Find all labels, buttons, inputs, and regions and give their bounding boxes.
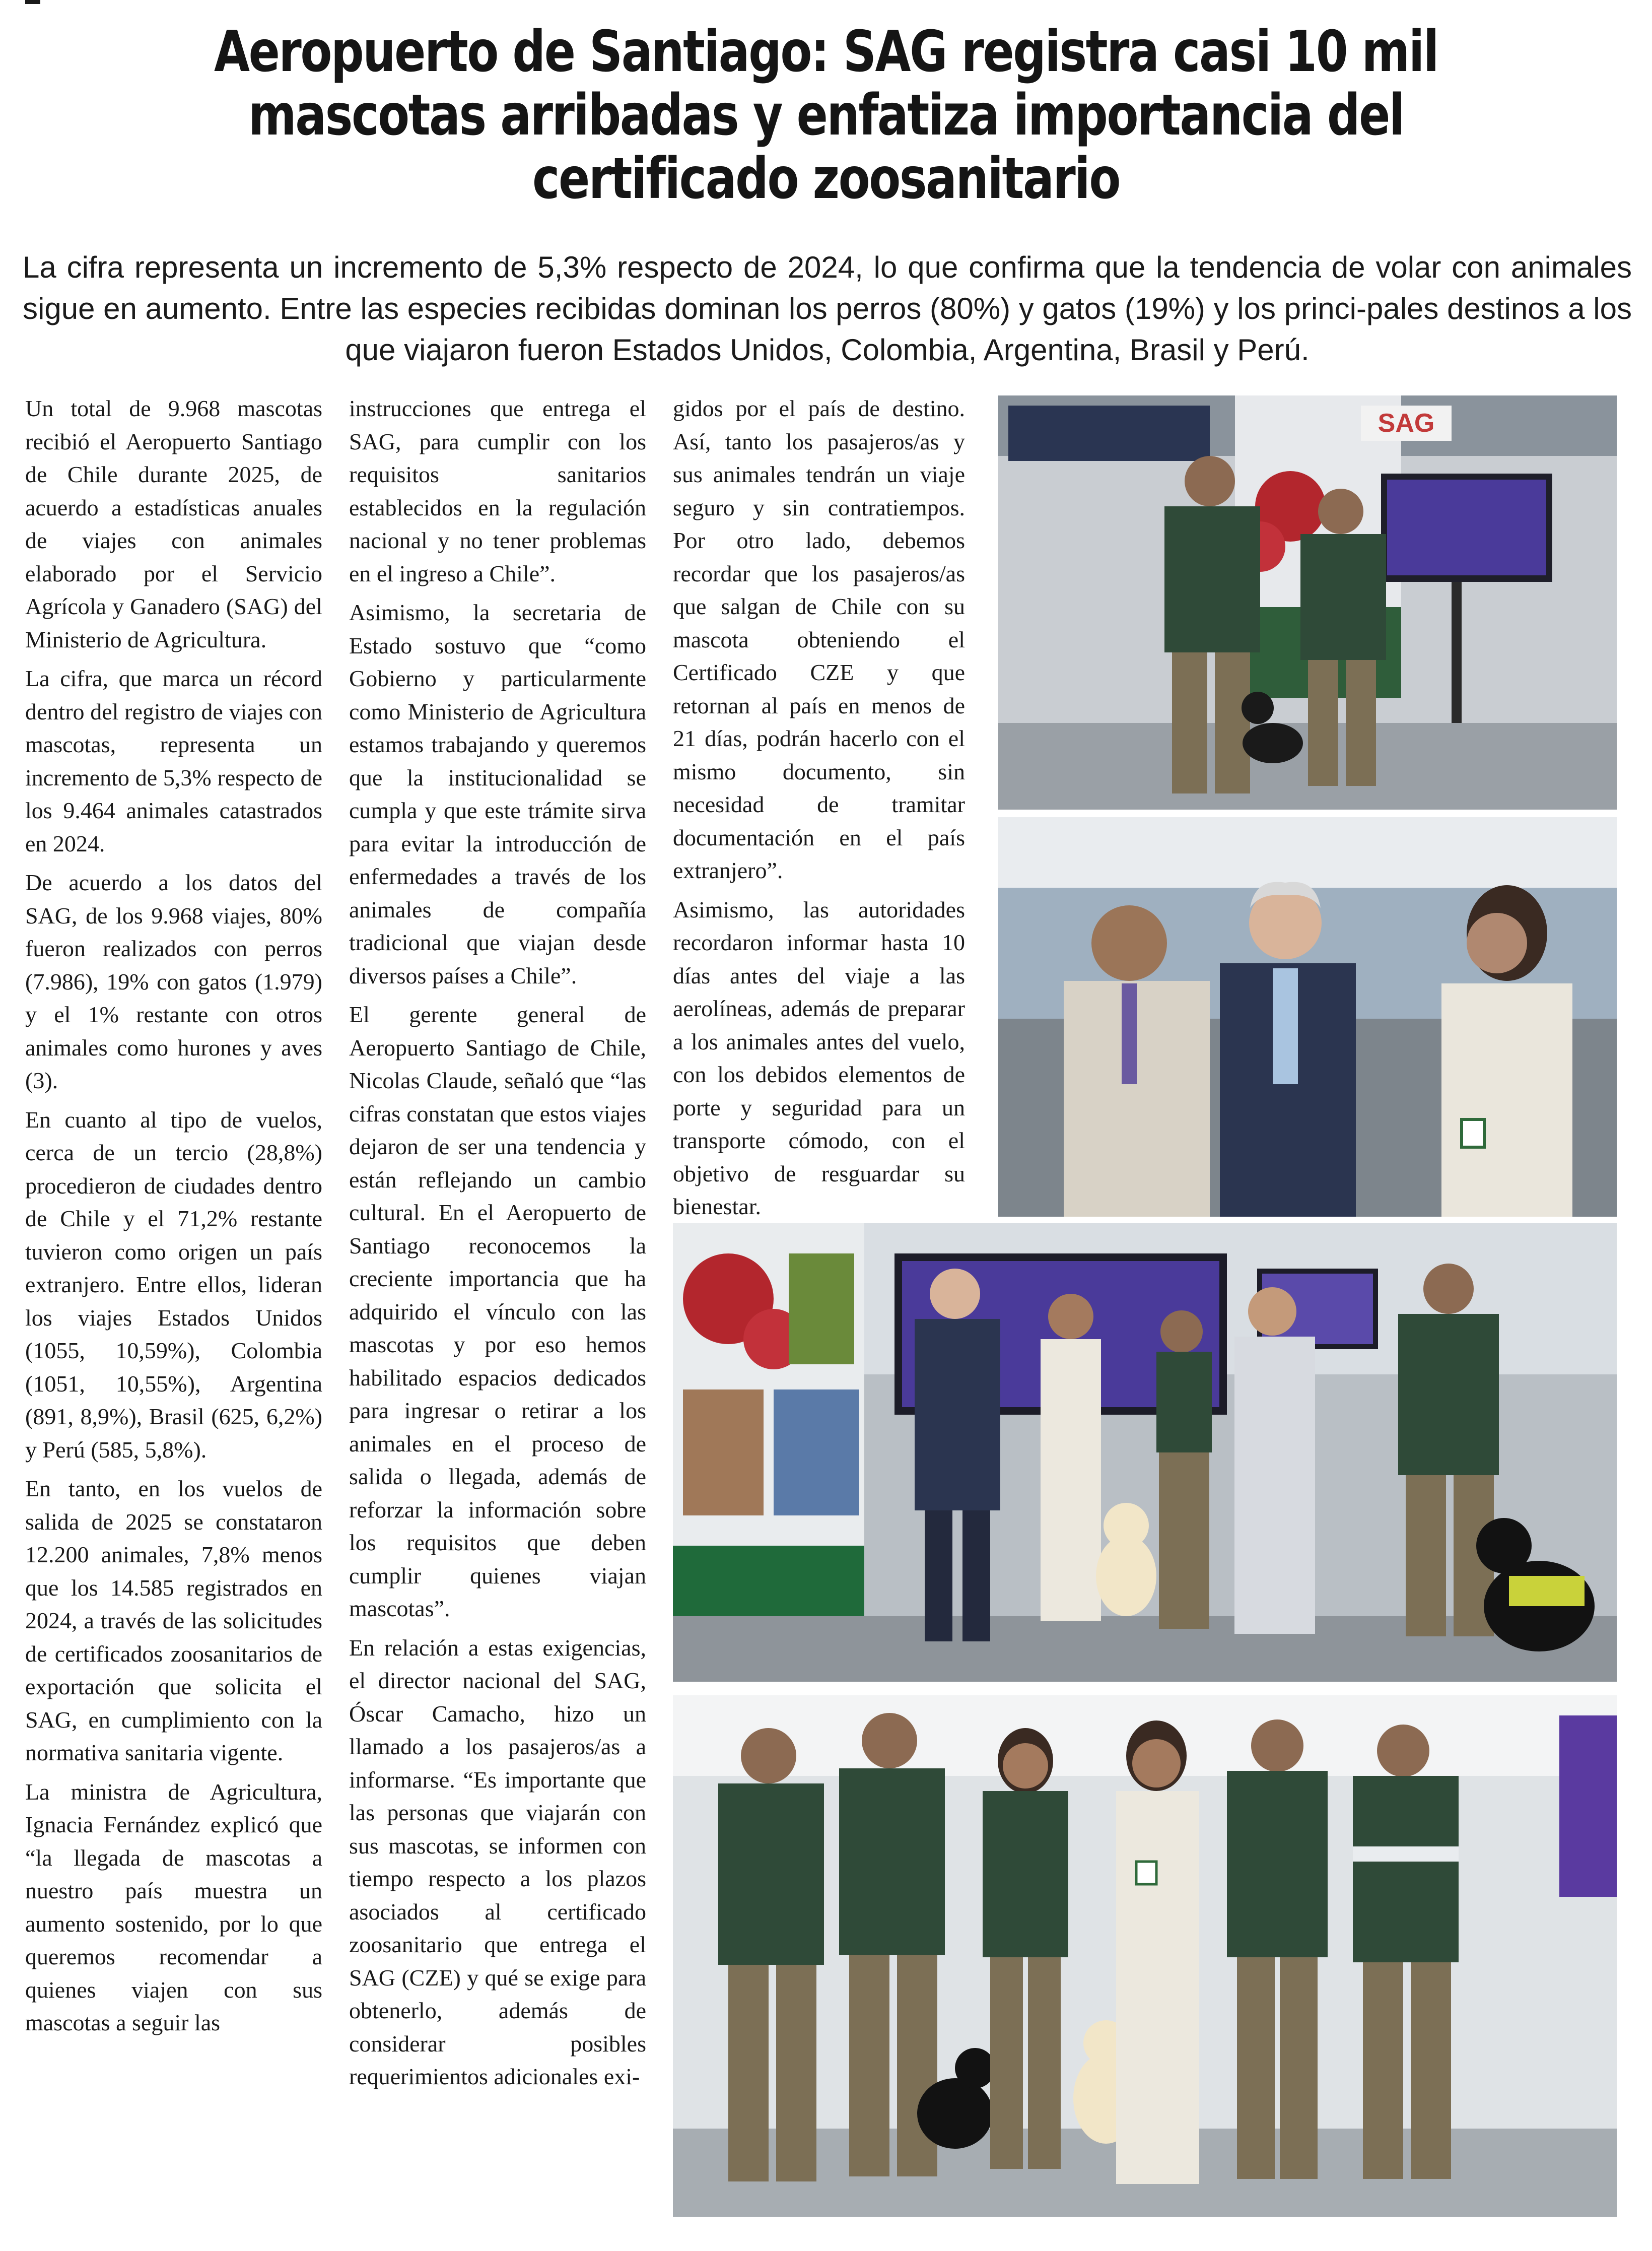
paragraph: La ministra de Agricultura, Ignacia Fernández explicó que “la llegada de mascotas a nuestro país muestra un aumento sostenido, por lo que queremos recomendar a quienes viajen con sus mascotas a seguir las xyxy=(25,1778,322,2035)
paragraph: gidos por el país de destino. Así, tanto los pasajeros/as y sus animales tendrán un viaje seguro y sin contratiempos. Por otro lado, debemos recordar que los pasajeros/as que salgan de Chile con su mascota obteniendo el Certificado CZE y que retornan al país en menos de 21 días, podrán hacerlo con el mismo documento, sin necesidad de tramitar documentación en el país extranjero”. xyxy=(673,395,965,883)
paragraph: De acuerdo a los datos del SAG, de los 9.968 viajes, 80% fueron realizados con perros (7.986), 19% con gatos (1.979) y el 1% restante con otros animales como hurones y aves (3). xyxy=(25,870,322,1093)
photo-officials-conversation xyxy=(998,817,1617,1217)
paragraph: En cuanto al tipo de vuelos, cerca de un tercio (28,8%) procedieron de ciudades dentro de Chile y el 71,2% restante tuvieron como origen un país extranjero. Entre ellos, lideran los viajes Estados Unidos (1055, 10,59%), Colombia (1051, 10,55%), Argentina (891, 8,9%), Brasil (625, 6,2%) y Perú (585, 5,8%). xyxy=(25,1106,322,1463)
paragraph: El gerente general de Aeropuerto Santiago de Chile, Nicolas Claude, señaló que “las cifras constatan que estos viajes dejaron de ser una tendencia y están reflejando un cambio cultural. En el Aeropuerto de Santiago reconocemos la creciente importancia que ha adquirido el vínculo con las mascotas y por eso hemos habilitado espacios dedicados para ingresar o retirar a los animales en el proceso de salida o llegada, además de reforzar la información sobre los requisitos que deben cumplir quienes viajan mascotas”. xyxy=(349,1002,646,1621)
article-column-2 xyxy=(349,392,646,2099)
photo-sag-officers-booth xyxy=(998,395,1617,810)
sag-sign-text: SAG xyxy=(1378,409,1435,438)
photo-sag-team-group xyxy=(673,1695,1617,2217)
paragraph: Asimismo, la secretaria de Estado sostuvo que “como Gobierno y particularmente como Ministerio de Agricultura estamos trabajando y queremos que la institucionalidad se cumpla y que este trámite sirva para evitar la introducción de enfermedades a través de los animales de compañía tradicional que viajan desde diversos países a Chile”. xyxy=(349,600,646,988)
article-column-1 xyxy=(25,392,322,2045)
paragraph: En relación a estas exigencias, el director nacional del SAG, Óscar Camacho, hizo un llamado a los pasajeros/as a informarse. “Es importante que las personas que viajarán con sus mascotas, se informen con tiempo respecto a los plazos asociados al certificado zoosanitario que entrega el SAG (CZE) y qué se exige para obtenerlo, además de considerar posibles requerimientos adicionales exi- xyxy=(349,1634,646,2089)
paragraph: instrucciones que entrega el SAG, para cumplir con los requisitos sanitarios establecidos en la regulación nacional y no tener problemas en el ingreso a Chile”. xyxy=(349,395,646,586)
article-column-3 xyxy=(673,392,965,1229)
paragraph: Un total de 9.968 mascotas recibió el Aeropuerto Santiago de Chile durante 2025, de acuerdo a estadísticas anuales de viajes con animales elaborado por el Servicio Agrícola y Ganadero (SAG) del Ministerio de Agricultura. xyxy=(25,395,322,652)
deck-summary: La cifra representa un incremento de 5,3% respecto de 2024, lo que confirma que la tendencia de volar con animales sigue en aumento. Entre las especies recibidas dominan los perros (80%) y gatos (19%) y los princi-pales destinos a los que viajaron fueron Estados Unidos, Colombia, Argentina, Brasil y Perú. xyxy=(23,250,1632,367)
photo-group-with-dogs xyxy=(673,1223,1617,1682)
top-rule xyxy=(25,0,40,4)
paragraph: Asimismo, las autoridades recordaron informar hasta 10 días antes del viaje a las aerolíneas, además de preparar a los animales antes del vuelo, con los debidos elementos de porte y seguridad para un transporte cómodo, con el objetivo de resguardar su bienestar. xyxy=(673,896,965,1219)
headline: Aeropuerto de Santiago: SAG registra casi 10 mil mascotas arribadas y enfatiza importancia del certificado zoosanitario xyxy=(214,19,1438,212)
paragraph: En tanto, en los vuelos de salida de 2025 se constataron 12.200 animales, 7,8% menos que los 14.585 registrados en 2024, a través de las solicitudes de certificados zoosanitarios de exportación que solicita el SAG, en cumplimiento con la normativa sanitaria vigente. xyxy=(25,1476,322,1765)
paragraph: La cifra, que marca un récord dentro del registro de viajes con mascotas, representa un incremento de 5,3% respecto de los 9.464 animales catastrados en 2024. xyxy=(25,666,322,856)
